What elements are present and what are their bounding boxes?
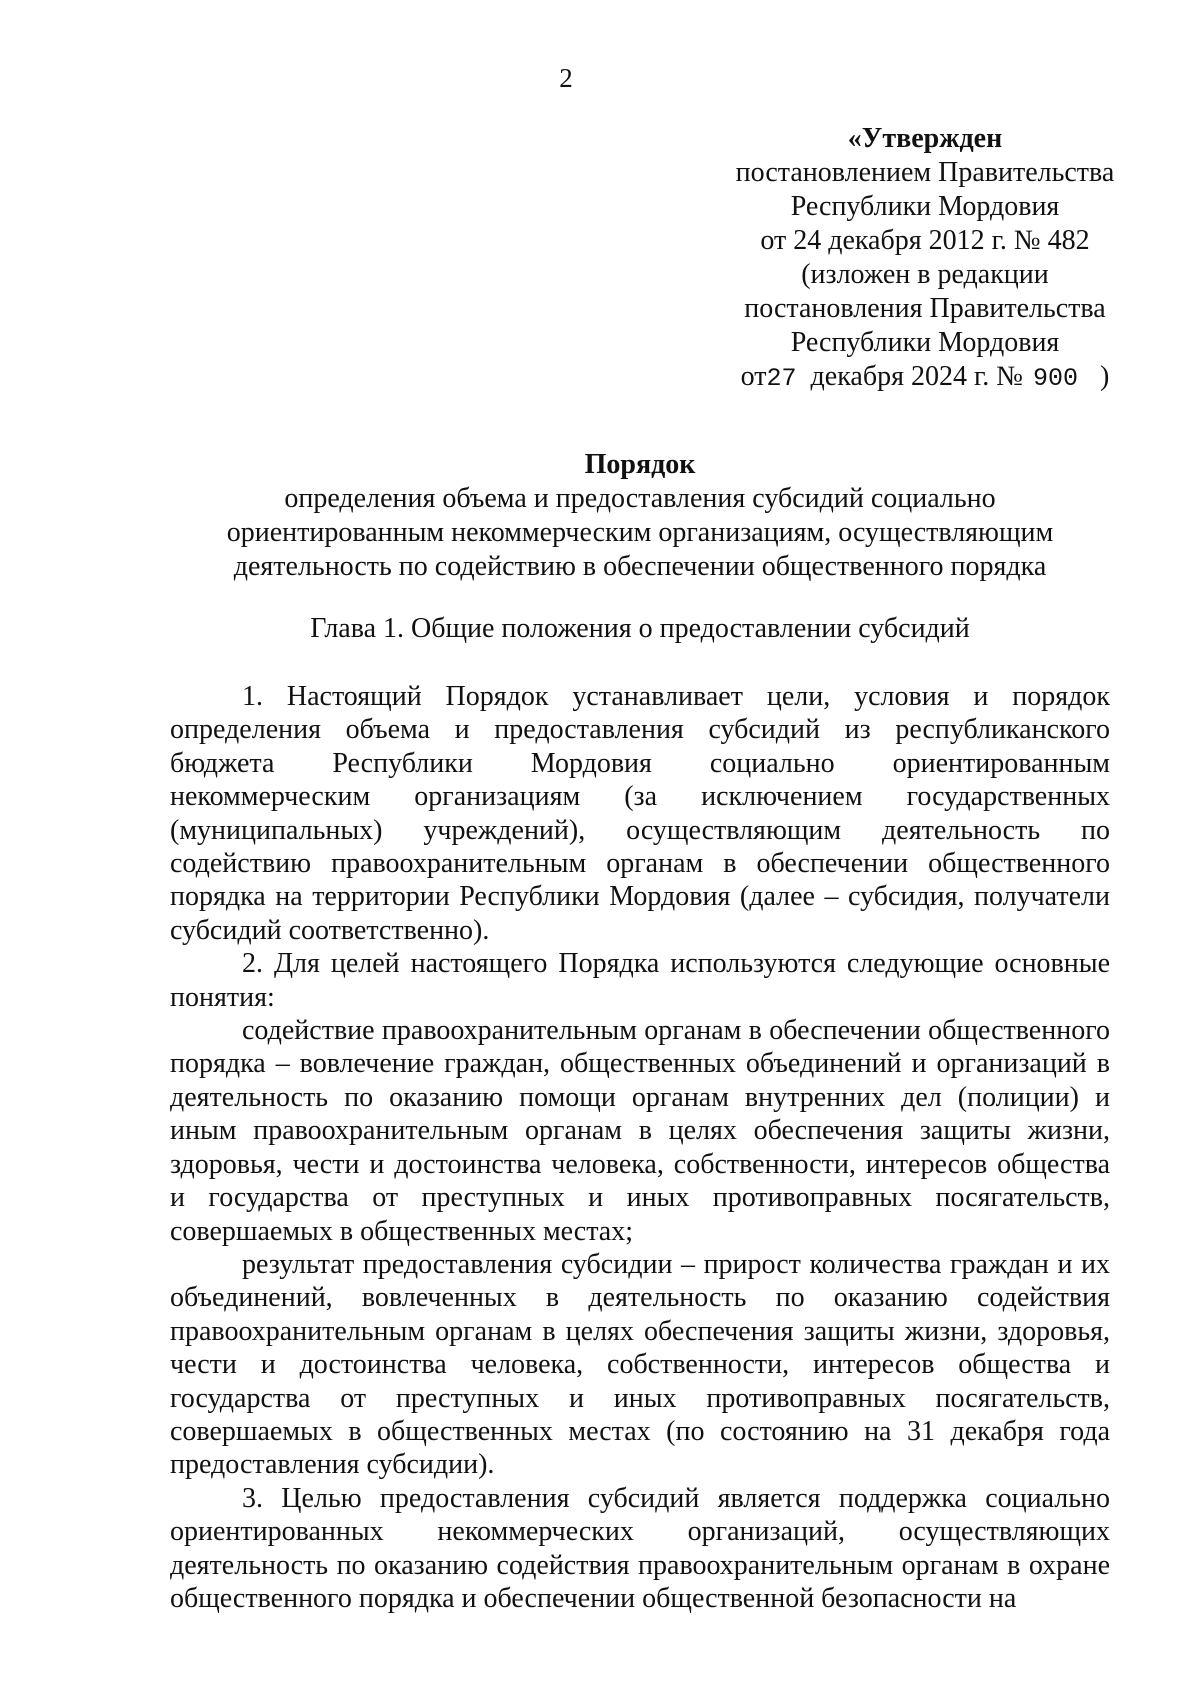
document-body	[170, 680, 1110, 1615]
approval-date-suffix: )	[1100, 361, 1110, 392]
document-title: Порядок	[584, 449, 696, 480]
approval-resolution-number: 900	[1033, 364, 1079, 393]
page-number: 2	[559, 63, 573, 93]
approval-date-prefix: от	[740, 361, 767, 392]
paragraph: 2. Для целей настоящего Порядка используются следующие основные понятия:	[170, 948, 1110, 1013]
approval-line: постановлением Правительства	[735, 157, 1115, 188]
document-subtitle-line: определения объема и предоставления субсидий социально	[284, 483, 996, 514]
approval-date-line	[705, 360, 1145, 396]
paragraph: результат предоставления субсидии – прирост количества граждан и их объединений, вовлеченных в деятельность по оказанию содействия правоохранительным органам в целях обеспечения защиты жизни, здоровья, чести и достоинства человека, собственности, интересов общества и государства от преступных и иных противоправных посягательств, совершаемых в общественных местах (по состоянию на 31 декабря года предоставления субсидии).	[170, 1248, 1110, 1481]
paragraph: содействие правоохранительным органам в обеспечении общественного порядка – вовлечение граждан, общественных объединений и организаций в деятельность по оказанию помощи органам внутренних дел (полиции) и иным правоохранительным органам в целях обеспечения защиты жизни, здоровья, чести и достоинства человека, собственности, интересов общества и государства от преступных и иных противоправных посягательств, совершаемых в общественных местах;	[170, 1015, 1110, 1247]
paragraph: 3. Целью предоставления субсидий является поддержка социально ориентированных некоммерческих организаций, осуществляющих деятельность по оказанию содействия правоохранительным органам в охране общественного порядка и обеспечении общественной безопасности на	[170, 1482, 1110, 1614]
approval-date-middle: декабря 2024 г. №	[810, 361, 1023, 392]
document-subtitle-line: деятельность по содействию в обеспечении общественного порядка	[233, 551, 1047, 582]
approval-stamp-block	[705, 122, 1145, 396]
approval-line: Республики Мордовия	[790, 327, 1060, 358]
approval-line: постановления Правительства	[744, 293, 1106, 324]
document-title-block	[170, 448, 1110, 584]
document-subtitle-line: ориентированным некоммерческим организациям, осуществляющим	[226, 517, 1054, 548]
approval-line: от 24 декабря 2012 г. № 482	[760, 225, 1090, 256]
approval-line: Республики Мордовия	[790, 191, 1060, 222]
chapter-heading: Глава 1. Общие положения о предоставлении субсидий	[310, 613, 970, 644]
approval-heading: «Утвержден	[847, 123, 1003, 154]
paragraph: 1. Настоящий Порядок устанавливает цели, условия и порядок определения объема и предоставления субсидий из республиканского бюджета Республики Мордовия социально ориентированным некоммерческим организациям (за исключением государственных (муниципальных) учреждений), осуществляющим деятельность по содействию правоохранительным органам в обеспечении общественного порядка на территории Республики Мордовия (далее – субсидия, получатели субсидий соответственно).	[170, 681, 1110, 946]
approval-date-day: 27	[766, 364, 797, 393]
approval-line: (изложен в редакции	[801, 259, 1049, 290]
